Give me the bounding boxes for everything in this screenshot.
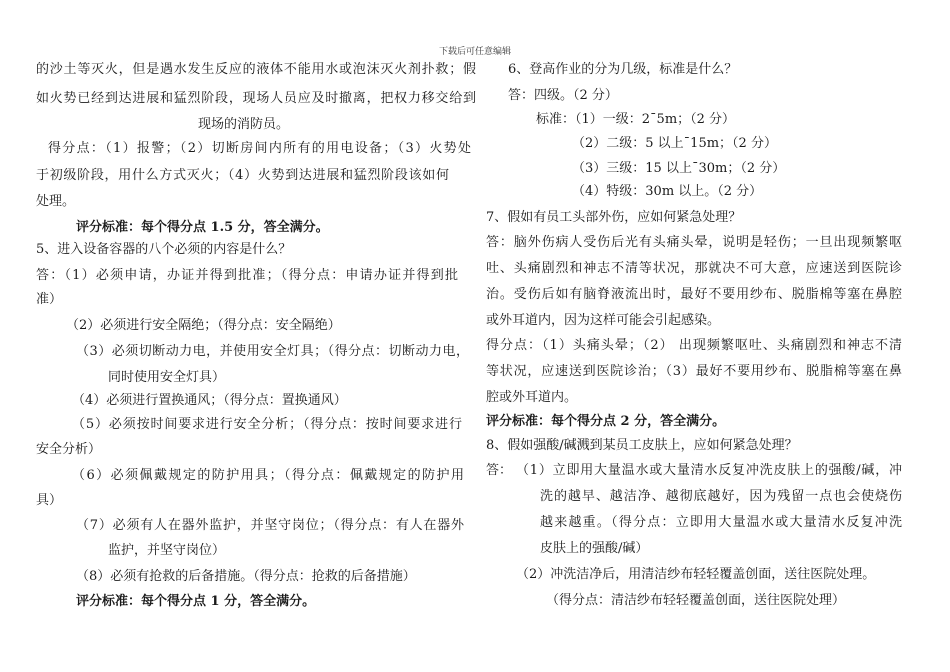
text-line: （8）必须有抢救的后备措施。（得分点：抢救的后备措施） xyxy=(76,569,416,584)
text-line: （6）必须佩戴规定的防护用具；（得分点：佩戴规定的防护用 xyxy=(72,468,464,483)
text-line: 腔或外耳道内。 xyxy=(486,390,578,405)
text-line: 具） xyxy=(36,493,63,508)
text-line: （4）特级：30m 以上。（2 分） xyxy=(572,184,763,199)
answer-line: 答：（1）必须申请，办证并得到批准；（得分点：申请办证并得到批 xyxy=(36,268,458,283)
question-title: 7、假如有员工头部外伤，应如何紧急处理？ xyxy=(486,210,742,225)
text-line: （得分点：清洁纱布轻轻覆盖创面，送往医院处理） xyxy=(546,593,846,608)
text-line: （3）三级：15 以上¯30m；（2 分） xyxy=(572,161,786,176)
page-header: 下载后可任意编辑 xyxy=(438,47,511,57)
text-line: 或外耳道内，因为这样可能会引起感染。 xyxy=(486,313,721,328)
text-line: 吐、头痛剧烈和神志不清等状况，那就决不可大意，应速送到医院诊 xyxy=(486,261,902,276)
question-title: 5、进入设备容器的八个必须的内容是什么？ xyxy=(36,242,292,257)
text-line: 准） xyxy=(36,292,63,307)
text-line: （4）必须进行置换通风；（得分点：置换通风） xyxy=(72,393,347,408)
text-line: 皮肤上的强酸/碱） xyxy=(540,541,649,556)
text-line: 如火势已经到达进展和猛烈阶段，现场人员应及时撤离，把权力移交给到 xyxy=(36,91,476,106)
text-line: 安全分析） xyxy=(36,442,102,457)
text-line: 现场的消防员。 xyxy=(198,117,290,132)
score-points: 得分点：（1）头痛头晕；（2） 出现频繁呕吐、头痛剧烈和神志不清 xyxy=(486,338,902,353)
question-title: 8、假如强酸/碱溅到某员工皮肤上，应如何紧急处理？ xyxy=(486,438,798,453)
score-points: 得分点：（1）报警；（2）切断房间内所有的用电设备；（3）火势处 xyxy=(48,141,471,156)
text-line: 监护，并坚守岗位） xyxy=(108,543,226,558)
answer-line: 答：脑外伤病人受伤后光有头痛头晕，说明是轻伤；一旦出现频繁呕 xyxy=(486,235,902,250)
text-line: 于初级阶段，用什么方式灭火；（4）火势到达进展和猛烈阶段该如何 xyxy=(36,168,449,183)
scoring-standard: 评分标准：每个得分点 1.5 分，答全满分。 xyxy=(76,220,329,235)
text-line: （2）二级：5 以上¯15m；（2 分） xyxy=(572,136,777,151)
text-line: 标准：（1）一级：2¯5m；（2 分） xyxy=(536,112,736,127)
text-line: 处理。 xyxy=(36,194,76,209)
text-line: 同时使用安全灯具） xyxy=(108,370,226,385)
text-line: （3）必须切断动力电，并使用安全灯具；（得分点：切断动力电， xyxy=(76,344,469,359)
text-line: 等状况，应速送到医院诊治；（3）最好不要用纱布、脱脂棉等塞在鼻 xyxy=(486,364,902,379)
text-line: （5）必须按时间要求进行安全分析；（得分点：按时间要求进行 xyxy=(72,417,462,432)
text-line: 洗的越早、越洁净、越彻底越好，因为残留一点也会使烧伤 xyxy=(540,489,902,504)
scoring-standard: 评分标准：每个得分点 1 分，答全满分。 xyxy=(76,594,316,609)
question-title: 6、登高作业的分为几级，标准是什么？ xyxy=(508,62,738,77)
text-line: （7）必须有人在器外监护，并坚守岗位；（得分点：有人在器外 xyxy=(76,518,464,533)
answer-line: 答：四级。（2 分） xyxy=(508,88,618,103)
answer-label: 答： xyxy=(486,463,513,478)
text-line: 治。受伤后如有脑脊液流出时，最好不要用纱布、脱脂棉等塞在鼻腔 xyxy=(486,287,902,302)
scoring-standard: 评分标准：每个得分点 2 分，答全满分。 xyxy=(486,414,726,429)
text-line: （1）立即用大量温水或大量清水反复冲洗皮肤上的强酸/碱，冲 xyxy=(516,463,902,478)
text-line: （2）冲洗洁净后，用清洁纱布轻轻覆盖创面，送往医院处理。 xyxy=(516,567,876,582)
text-line: 的沙土等灭火，但是遇水发生反应的液体不能用水或泡沫灭火剂扑救；假 xyxy=(36,62,476,77)
text-line: 越来越重。（得分点：立即用大量温水或大量清水反复冲洗 xyxy=(540,515,902,530)
text-line: （2）必须进行安全隔绝；（得分点：安全隔绝） xyxy=(66,318,341,333)
